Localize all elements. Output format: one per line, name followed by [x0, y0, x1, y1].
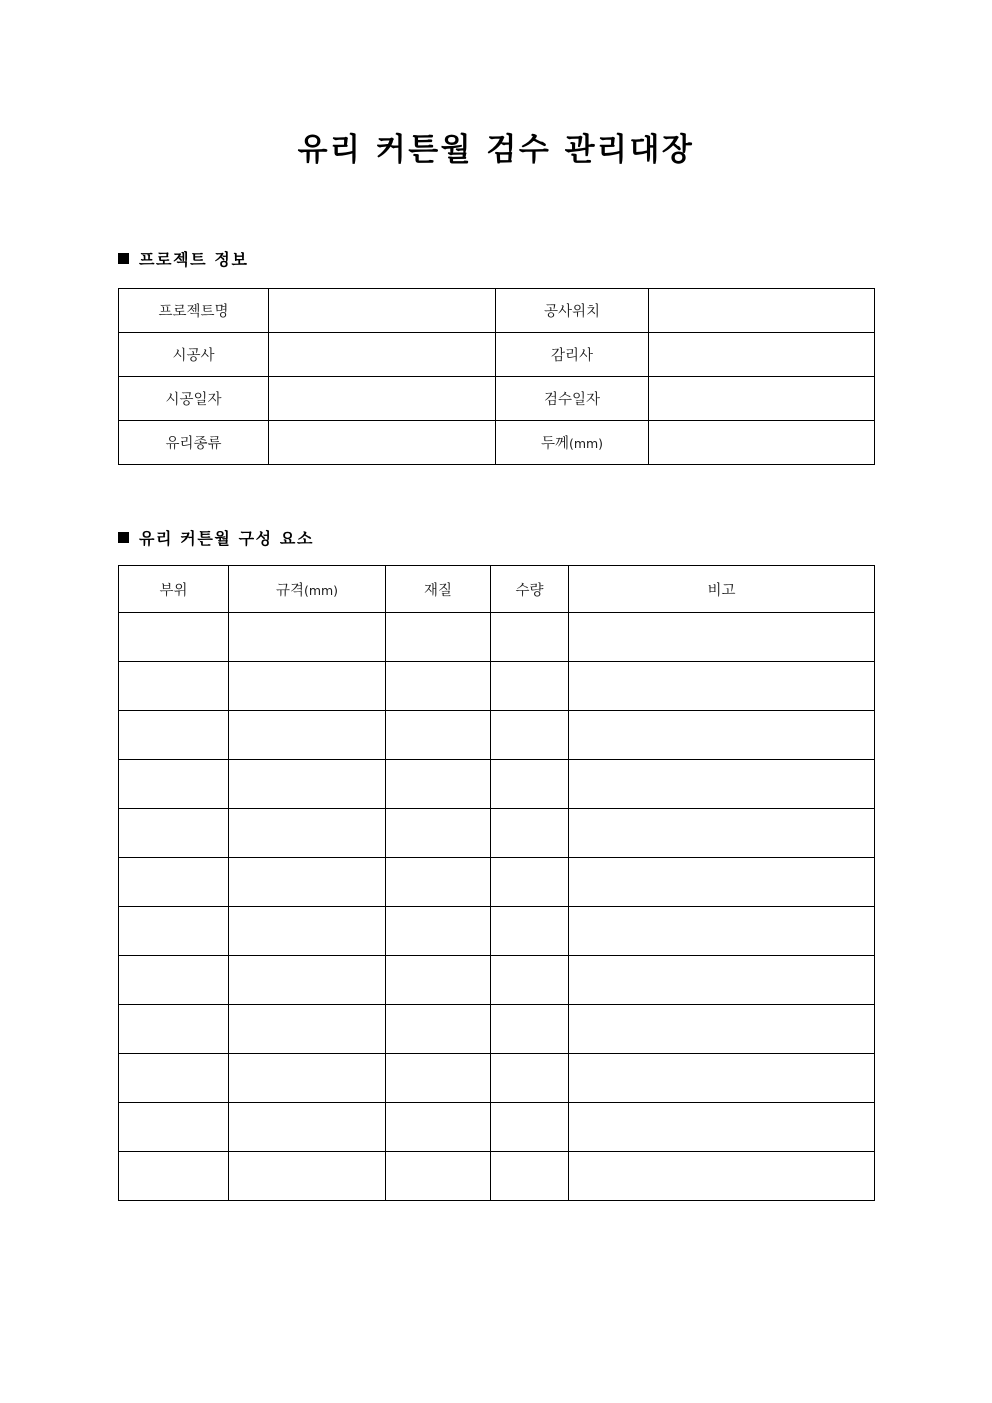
column-header-material: [386, 566, 491, 613]
cell-quantity[interactable]: [491, 662, 569, 711]
cell-remark[interactable]: [569, 1103, 875, 1152]
table-row: [119, 1103, 875, 1152]
table-row: [119, 760, 875, 809]
cell-material[interactable]: [386, 858, 491, 907]
cell-material[interactable]: [386, 1054, 491, 1103]
table-row: [119, 1152, 875, 1201]
cell-remark[interactable]: [569, 1005, 875, 1054]
cell-part[interactable]: [119, 956, 229, 1005]
cell-material[interactable]: [386, 1103, 491, 1152]
cell-remark[interactable]: [569, 907, 875, 956]
cell-part[interactable]: [119, 1005, 229, 1054]
cell-quantity[interactable]: [491, 907, 569, 956]
cell-remark[interactable]: [569, 809, 875, 858]
inspection-date-label: 검수일자: [496, 377, 649, 421]
thickness-label: [496, 421, 649, 465]
column-header-material-text: 재질: [423, 582, 452, 599]
table-row: [119, 333, 875, 377]
filled-square-bullet-icon: [118, 253, 129, 264]
filled-square-bullet-icon: [118, 532, 129, 543]
cell-spec[interactable]: [229, 809, 386, 858]
section-heading-components: [118, 529, 314, 548]
table-row: [119, 711, 875, 760]
contractor-value[interactable]: [269, 333, 496, 377]
table-row: [119, 956, 875, 1005]
supervisor-value[interactable]: [649, 333, 875, 377]
column-header-spec: [229, 566, 386, 613]
section-heading-project-info-label: 프로젝트 정보: [139, 250, 249, 269]
cell-quantity[interactable]: [491, 1054, 569, 1103]
project-name-label: 프로젝트명: [119, 289, 269, 333]
construction-date-value[interactable]: [269, 377, 496, 421]
site-location-value[interactable]: [649, 289, 875, 333]
cell-quantity[interactable]: [491, 809, 569, 858]
construction-date-label: 시공일자: [119, 377, 269, 421]
cell-material[interactable]: [386, 907, 491, 956]
cell-spec[interactable]: [229, 662, 386, 711]
cell-spec[interactable]: [229, 1054, 386, 1103]
cell-material[interactable]: [386, 711, 491, 760]
column-header-remark-text: 비고: [707, 582, 736, 599]
cell-spec[interactable]: [229, 858, 386, 907]
glass-type-label: 유리종류: [119, 421, 269, 465]
thickness-label-unit: (mm): [568, 436, 604, 451]
cell-spec[interactable]: [229, 907, 386, 956]
table-header-row: [119, 566, 875, 613]
cell-part[interactable]: [119, 613, 229, 662]
page-title: 유리 커튼월 검수 관리대장: [297, 132, 695, 168]
thickness-value[interactable]: [649, 421, 875, 465]
cell-quantity[interactable]: [491, 1005, 569, 1054]
cell-material[interactable]: [386, 809, 491, 858]
column-header-spec-unit: (mm): [303, 582, 339, 598]
cell-material[interactable]: [386, 1152, 491, 1201]
cell-quantity[interactable]: [491, 613, 569, 662]
cell-spec[interactable]: [229, 711, 386, 760]
cell-material[interactable]: [386, 956, 491, 1005]
table-row: [119, 1054, 875, 1103]
table-row: [119, 662, 875, 711]
cell-spec[interactable]: [229, 613, 386, 662]
cell-remark[interactable]: [569, 1054, 875, 1103]
cell-part[interactable]: [119, 760, 229, 809]
cell-remark[interactable]: [569, 1152, 875, 1201]
cell-material[interactable]: [386, 1005, 491, 1054]
cell-quantity[interactable]: [491, 1103, 569, 1152]
column-header-part-text: 부위: [159, 582, 188, 599]
column-header-part: [119, 566, 229, 613]
cell-part[interactable]: [119, 809, 229, 858]
table-row: [119, 421, 875, 465]
contractor-label: 시공사: [119, 333, 269, 377]
section-heading-components-label: 유리 커튼월 구성 요소: [139, 529, 315, 548]
project-info-table: [118, 288, 875, 465]
cell-material[interactable]: [386, 760, 491, 809]
table-row: [119, 858, 875, 907]
thickness-label-text: 두께: [540, 436, 569, 452]
table-row: [119, 377, 875, 421]
table-row: [119, 613, 875, 662]
cell-part[interactable]: [119, 907, 229, 956]
cell-spec[interactable]: [229, 760, 386, 809]
cell-material[interactable]: [386, 662, 491, 711]
cell-quantity[interactable]: [491, 711, 569, 760]
cell-part[interactable]: [119, 711, 229, 760]
glass-type-value[interactable]: [269, 421, 496, 465]
site-location-label: 공사위치: [496, 289, 649, 333]
cell-remark[interactable]: [569, 760, 875, 809]
cell-remark[interactable]: [569, 956, 875, 1005]
column-header-quantity-text: 수량: [515, 582, 544, 599]
cell-part[interactable]: [119, 1103, 229, 1152]
cell-part[interactable]: [119, 858, 229, 907]
project-name-value[interactable]: [269, 289, 496, 333]
column-header-quantity: [491, 566, 569, 613]
cell-part[interactable]: [119, 1054, 229, 1103]
cell-quantity[interactable]: [491, 956, 569, 1005]
cell-part[interactable]: [119, 662, 229, 711]
table-row: [119, 1005, 875, 1054]
table-row: [119, 289, 875, 333]
cell-material[interactable]: [386, 613, 491, 662]
cell-remark[interactable]: [569, 613, 875, 662]
cell-spec[interactable]: [229, 1005, 386, 1054]
section-heading-project-info: [118, 250, 249, 269]
column-header-spec-text: 규격: [275, 582, 304, 599]
cell-quantity[interactable]: [491, 1152, 569, 1201]
cell-quantity[interactable]: [491, 760, 569, 809]
inspection-date-value[interactable]: [649, 377, 875, 421]
components-table: [118, 565, 875, 1201]
cell-spec[interactable]: [229, 1152, 386, 1201]
cell-quantity[interactable]: [491, 858, 569, 907]
cell-remark[interactable]: [569, 858, 875, 907]
table-row: [119, 907, 875, 956]
column-header-remark: [569, 566, 875, 613]
cell-spec[interactable]: [229, 1103, 386, 1152]
table-row: [119, 809, 875, 858]
cell-part[interactable]: [119, 1152, 229, 1201]
supervisor-label: 감리사: [496, 333, 649, 377]
cell-remark[interactable]: [569, 662, 875, 711]
cell-remark[interactable]: [569, 711, 875, 760]
cell-spec[interactable]: [229, 956, 386, 1005]
